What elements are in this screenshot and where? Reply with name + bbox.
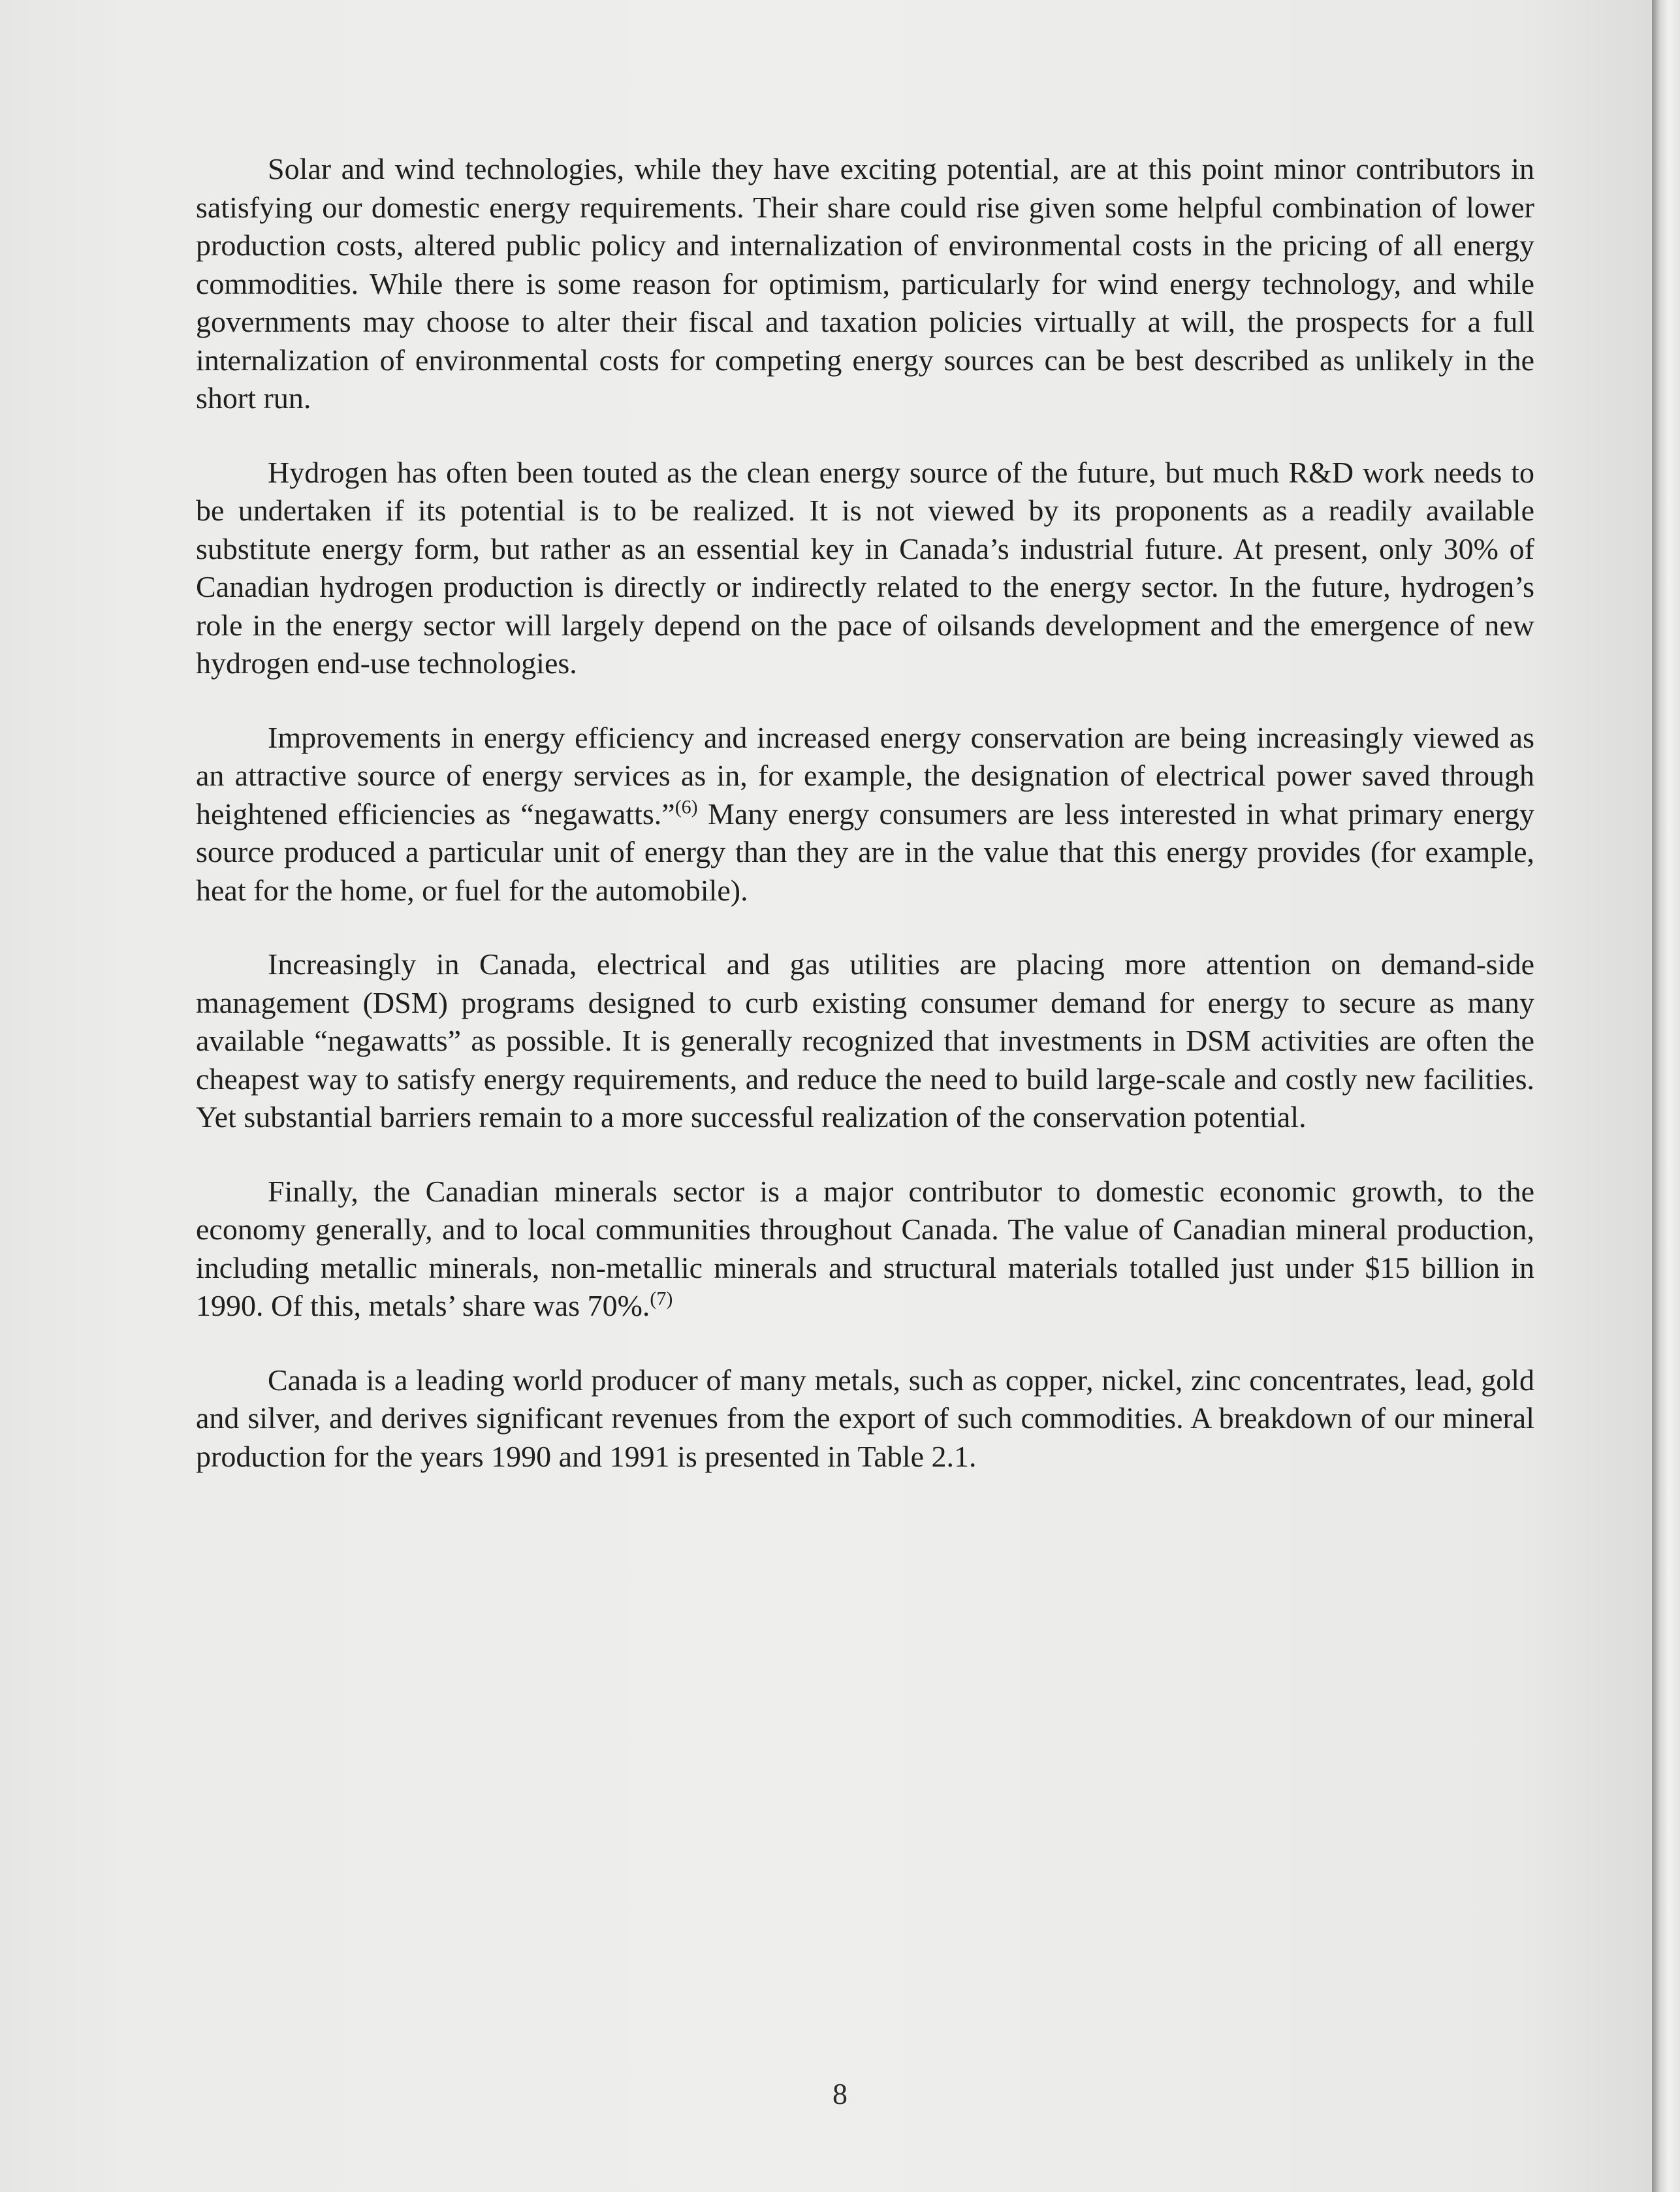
paragraph-minerals-sector — [196, 1173, 1534, 1326]
footnote-ref-7: (7) — [650, 1288, 673, 1310]
body-text — [196, 150, 1534, 1512]
paragraph-text: Increasingly in Canada, electrical and gas utilities are placing more attention on demand-side management (DSM) programs designed to curb existing consumer demand for energy to secure as many available “negawatts” as possible. It is generally recognized that investments in DSM activities are often the cheapest way to satisfy energy requirements, and reduce the need to build large-scale and costly new facilities. Yet substantial barriers remain to a more successful realization of the conservation potential. — [196, 947, 1534, 1134]
paragraph-energy-efficiency — [196, 719, 1534, 910]
paragraph-text: Hydrogen has often been touted as the clean energy source of the future, but much R&D work needs to be undertaken if its potential is to be realized. It is not viewed by its proponents as a readily available substitute energy form, but rather as an essential key in Canada’s industrial future. At present, only 30% of Canadian hydrogen production is directly or indirectly related to the energy sector. In the future, hydrogen’s role in the energy sector will largely depend on the pace of oilsands development and the emergence of new hydrogen end-use technologies. — [196, 455, 1534, 680]
paragraph-hydrogen — [196, 454, 1534, 683]
paragraph-dsm — [196, 945, 1534, 1137]
paragraph-text: Canada is a leading world producer of many metals, such as copper, nickel, zinc concentrates, lead, gold and silver, and derives significant revenues from the export of such commodities. A breakdown of our mineral production for the years 1990 and 1991 is presented in Table 2.1. — [196, 1363, 1534, 1473]
paragraph-solar-wind — [196, 150, 1534, 418]
page-edge — [1652, 0, 1680, 2192]
paragraph-text: Solar and wind technologies, while they have exciting potential, are at this point minor contributors in satisfying our domestic energy requirements. Their share could rise given some helpful combination of lower production costs, altered public policy and internalization of environmental costs in the pricing of all energy commodities. While there is some reason for optimism, particularly for wind energy technology, and while governments may choose to alter their fiscal and taxation policies virtually at will, the prospects for a full internalization of environmental costs for competing energy sources can be best described as unlikely in the short run. — [196, 152, 1534, 415]
paragraph-metals-production — [196, 1361, 1534, 1476]
paragraph-text: Improvements in energy efficiency and increased energy conservation are being increasingly viewed as an attractive source of energy services as in, for example, the designation of electrical power saved through heightened efficiencies as “negawatts.” — [196, 720, 1534, 831]
footnote-ref-6: (6) — [674, 796, 698, 818]
paragraph-text: Finally, the Canadian minerals sector is a major contributor to domestic economic growth, to the economy generally, and to local communities throughout Canada. The value of Canadian mineral production, including metallic minerals, non-metallic minerals and structural materials totalled just under $15 billion in 1990. Of this, metals’ share was 70%. — [196, 1174, 1534, 1322]
paragraph-text: Many energy consumers are less interested in what primary energy source produced a particular unit of energy than they are in the value that this energy provides (for example, heat for the home, or fuel for the automobile). — [196, 797, 1534, 907]
page-number: 8 — [832, 2077, 848, 2110]
